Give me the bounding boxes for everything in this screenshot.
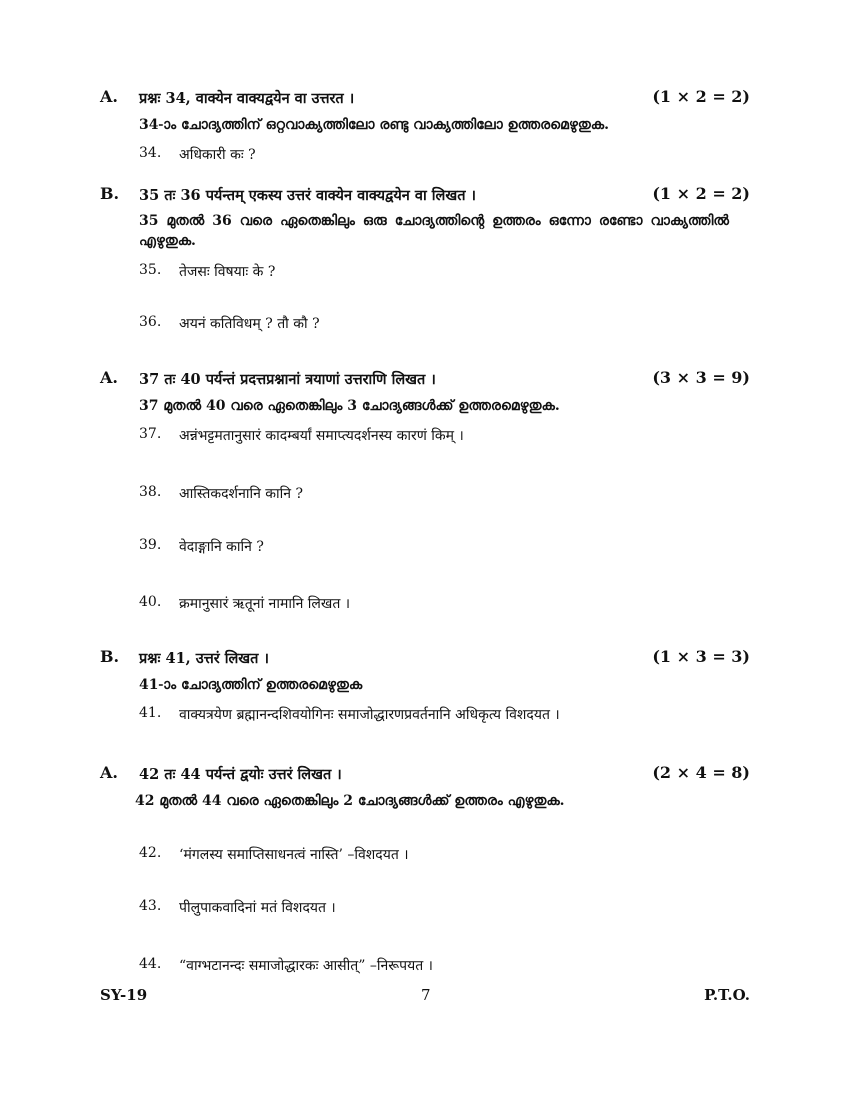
question-text: अन्नंभट्टमतानुसारं कादम्बर्यां समाप्त्यदर्शनस्य कारणं किम् । [179,428,464,444]
section-instruction: 37 तः 40 पर्यन्तं प्रदत्तप्रश्नानां त्रयाणां उत्तराणि लिखत । [139,371,436,388]
question-text: तेजसः विषयाः के ? [179,264,276,280]
section-label: A. [100,763,118,782]
question-text: आस्तिकदर्शनानि कानि ? [179,486,304,502]
section-instruction: 42 तः 44 पर्यन्तं द्वयोः उत्तरं लिखत । [139,766,342,783]
question-text: अयनं कतिविधम् ? तौ कौ ? [179,316,320,332]
section-label: A. [100,87,118,106]
section-instruction: 35 तः 36 पर्यन्तम् एकस्य उत्तरं वाक्येन वाक्यद्वयेन वा लिखत । [139,187,477,204]
question-number: 42. [139,845,162,861]
question-text: क्रमानुसारं ऋतूनां नामानि लिखत । [179,596,351,612]
question-number: 41. [139,705,162,721]
section-marks: (2 × 4 = 8) [652,763,750,782]
malayalam-instruction: 34-ാം ചോദ്യത്തിന് ഒറ്റവാക്യത്തിലോ രണ്ടു വാക്യത്തിലോ ഉത്തരമെഴുതുക. [139,117,609,133]
paper-code: SY-19 [100,986,148,1004]
question-text: “वाग्भटानन्दः समाजोद्धारकः आसीत्” –निरूपयत । [179,958,433,974]
pto-note: P.T.O. [704,986,750,1004]
section-marks: (1 × 2 = 2) [652,87,750,106]
section-marks: (3 × 3 = 9) [652,368,750,387]
section-marks: (1 × 3 = 3) [652,647,750,666]
question-number: 44. [139,956,162,972]
section-instruction: प्रश्नः 34, वाक्येन वाक्यद्वयेन वा उत्तरत । [139,90,355,107]
malayalam-instruction: 41-ാം ചോദ്യത്തിന് ഉത്തരമെഴുതുക [139,677,363,693]
malayalam-instruction: 35 മുതൽ 36 വരെ ഏതെങ്കിലും ഒരു ചോദ്യത്തിന്റെ ഉത്തരം ഒന്നോ രണ്ടോ വാക്യത്തിൽ എഴുതുക. [139,213,729,249]
section-marks: (1 × 2 = 2) [652,184,750,203]
section-label: B. [100,647,120,666]
question-number: 40. [139,594,162,610]
question-number: 35. [139,262,162,278]
question-number: 43. [139,898,162,914]
section-instruction: प्रश्नः 41, उत्तरं लिखत । [139,650,269,667]
page-number: 7 [421,986,431,1004]
question-number: 38. [139,484,162,500]
question-text: वाक्यत्रयेण ब्रह्मानन्दशिवयोगिनः समाजोद्धारणप्रवर्तनानि अधिकृत्य विशदयत । [179,707,560,723]
question-text: ‘मंगलस्य समाप्तिसाधनत्वं नास्ति’ –विशदयत । [179,847,409,863]
question-number: 37. [139,426,162,442]
question-number: 36. [139,314,162,330]
question-text: अधिकारी कः ? [179,147,256,163]
question-number: 34. [139,145,162,161]
section-label: A. [100,368,118,387]
malayalam-instruction: 37 മുതൽ 40 വരെ ഏതെങ്കിലും 3 ചോദ്യങ്ങൾക്ക് ഉത്തരമെഴുതുക. [139,398,560,414]
section-label: B. [100,184,120,203]
question-text: वेदाङ्गानि कानि ? [179,539,264,555]
malayalam-instruction: 42 മുതൽ 44 വരെ ഏതെങ്കിലും 2 ചോദ്യങ്ങൾക്ക് ഉത്തരം എഴുതുക. [135,793,565,809]
question-text: पीलुपाकवादिनां मतं विशदयत । [179,900,336,916]
question-number: 39. [139,537,162,553]
